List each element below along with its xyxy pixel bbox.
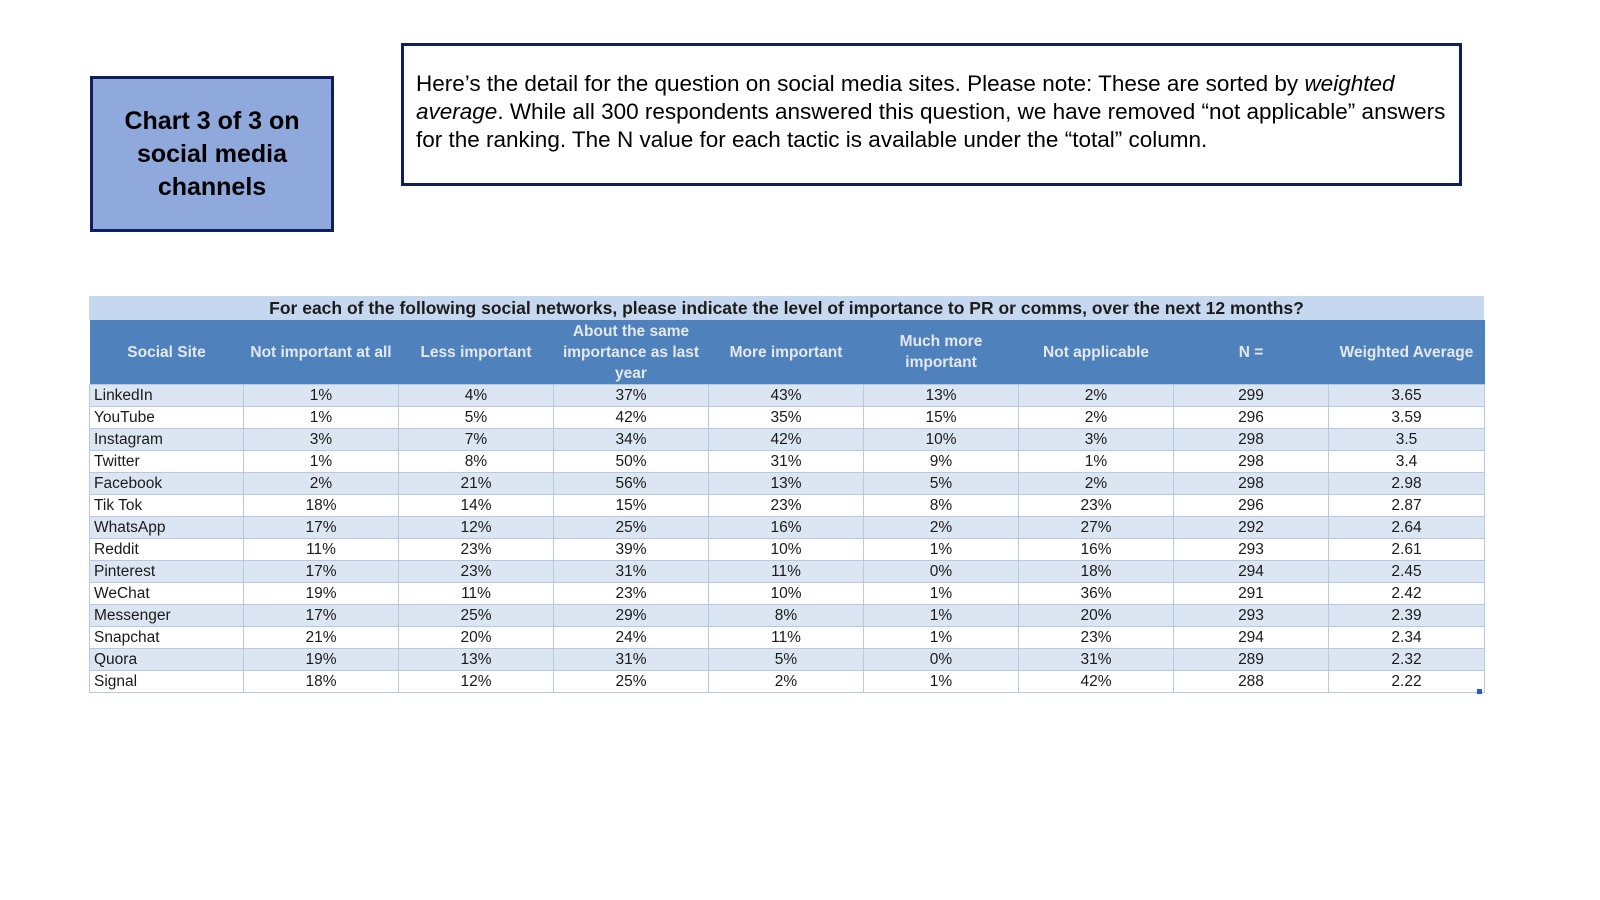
value-cell: 2.22 [1329, 671, 1485, 693]
column-header: More important [709, 320, 864, 385]
column-header: N = [1174, 320, 1329, 385]
value-cell: 23% [399, 561, 554, 583]
table-row [90, 429, 1485, 451]
value-cell: 25% [554, 671, 709, 693]
value-cell: 8% [709, 605, 864, 627]
value-cell: 2% [1019, 407, 1174, 429]
value-cell: 291 [1174, 583, 1329, 605]
value-cell: 1% [244, 407, 399, 429]
value-cell: 2.34 [1329, 627, 1485, 649]
site-name-cell: LinkedIn [90, 385, 244, 407]
column-header: About the same importance as last year [554, 320, 709, 385]
value-cell: 8% [864, 495, 1019, 517]
value-cell: 29% [554, 605, 709, 627]
value-cell: 21% [244, 627, 399, 649]
value-cell: 2% [1019, 385, 1174, 407]
value-cell: 9% [864, 451, 1019, 473]
value-cell: 1% [864, 539, 1019, 561]
value-cell: 293 [1174, 539, 1329, 561]
resize-handle[interactable] [1477, 689, 1482, 694]
value-cell: 34% [554, 429, 709, 451]
value-cell: 299 [1174, 385, 1329, 407]
value-cell: 27% [1019, 517, 1174, 539]
value-cell: 294 [1174, 561, 1329, 583]
value-cell: 10% [864, 429, 1019, 451]
value-cell: 2.39 [1329, 605, 1485, 627]
site-name-cell: Reddit [90, 539, 244, 561]
value-cell: 17% [244, 561, 399, 583]
table-body [90, 385, 1485, 693]
value-cell: 1% [864, 627, 1019, 649]
value-cell: 12% [399, 517, 554, 539]
value-cell: 20% [399, 627, 554, 649]
value-cell: 25% [399, 605, 554, 627]
value-cell: 1% [1019, 451, 1174, 473]
value-cell: 1% [864, 671, 1019, 693]
value-cell: 31% [554, 561, 709, 583]
value-cell: 3.5 [1329, 429, 1485, 451]
column-header: Weighted Average [1329, 320, 1485, 385]
site-name-cell: Signal [90, 671, 244, 693]
table-row [90, 517, 1485, 539]
value-cell: 1% [864, 605, 1019, 627]
value-cell: 298 [1174, 451, 1329, 473]
value-cell: 16% [709, 517, 864, 539]
value-cell: 19% [244, 649, 399, 671]
site-name-cell: Tik Tok [90, 495, 244, 517]
site-name-cell: Instagram [90, 429, 244, 451]
value-cell: 39% [554, 539, 709, 561]
value-cell: 11% [244, 539, 399, 561]
value-cell: 31% [554, 649, 709, 671]
value-cell: 3.4 [1329, 451, 1485, 473]
table-row [90, 627, 1485, 649]
value-cell: 23% [399, 539, 554, 561]
value-cell: 24% [554, 627, 709, 649]
value-cell: 0% [864, 649, 1019, 671]
value-cell: 3% [1019, 429, 1174, 451]
table-row [90, 451, 1485, 473]
value-cell: 42% [554, 407, 709, 429]
table-row [90, 407, 1485, 429]
value-cell: 2.98 [1329, 473, 1485, 495]
value-cell: 42% [1019, 671, 1174, 693]
survey-table-container [89, 296, 1484, 693]
value-cell: 17% [244, 517, 399, 539]
value-cell: 37% [554, 385, 709, 407]
table-question-title: For each of the following social networks, please indicate the level of importance to PR or comms, over the next 12 months? [89, 296, 1484, 320]
value-cell: 8% [399, 451, 554, 473]
site-name-cell: Snapchat [90, 627, 244, 649]
value-cell: 43% [709, 385, 864, 407]
table-row [90, 539, 1485, 561]
value-cell: 2.32 [1329, 649, 1485, 671]
value-cell: 36% [1019, 583, 1174, 605]
site-name-cell: WeChat [90, 583, 244, 605]
value-cell: 42% [709, 429, 864, 451]
value-cell: 19% [244, 583, 399, 605]
table-header-row [90, 320, 1485, 385]
value-cell: 7% [399, 429, 554, 451]
site-name-cell: Pinterest [90, 561, 244, 583]
value-cell: 2% [1019, 473, 1174, 495]
chart-label-box [90, 76, 334, 232]
value-cell: 20% [1019, 605, 1174, 627]
value-cell: 4% [399, 385, 554, 407]
note-box [401, 43, 1462, 186]
value-cell: 35% [709, 407, 864, 429]
table-row [90, 473, 1485, 495]
value-cell: 2.61 [1329, 539, 1485, 561]
chart-label: Chart 3 of 3 on social media channels [124, 106, 300, 201]
value-cell: 298 [1174, 429, 1329, 451]
value-cell: 23% [709, 495, 864, 517]
value-cell: 2.42 [1329, 583, 1485, 605]
value-cell: 13% [864, 385, 1019, 407]
note-text-part2: . While all 300 respondents answered this question, we have removed “not applicable” answers for the ranking. The N value for each tactic is available under the “total” column. [416, 99, 1446, 152]
value-cell: 13% [399, 649, 554, 671]
note-text-part1: Here’s the detail for the question on social media sites. Please note: These are sorted by [416, 71, 1305, 96]
value-cell: 2.64 [1329, 517, 1485, 539]
value-cell: 0% [864, 561, 1019, 583]
value-cell: 23% [1019, 627, 1174, 649]
table-row [90, 561, 1485, 583]
value-cell: 3.59 [1329, 407, 1485, 429]
value-cell: 1% [864, 583, 1019, 605]
value-cell: 5% [709, 649, 864, 671]
value-cell: 11% [399, 583, 554, 605]
column-header: Not important at all [244, 320, 399, 385]
value-cell: 23% [1019, 495, 1174, 517]
value-cell: 3% [244, 429, 399, 451]
value-cell: 25% [554, 517, 709, 539]
note-emphasis: weighted average [416, 71, 1395, 124]
value-cell: 288 [1174, 671, 1329, 693]
table-row [90, 385, 1485, 407]
value-cell: 11% [709, 561, 864, 583]
value-cell: 2.87 [1329, 495, 1485, 517]
value-cell: 1% [244, 451, 399, 473]
value-cell: 296 [1174, 407, 1329, 429]
value-cell: 56% [554, 473, 709, 495]
value-cell: 12% [399, 671, 554, 693]
value-cell: 293 [1174, 605, 1329, 627]
column-header: Not applicable [1019, 320, 1174, 385]
site-name-cell: WhatsApp [90, 517, 244, 539]
value-cell: 16% [1019, 539, 1174, 561]
site-name-cell: Messenger [90, 605, 244, 627]
value-cell: 10% [709, 583, 864, 605]
value-cell: 5% [399, 407, 554, 429]
value-cell: 18% [244, 495, 399, 517]
value-cell: 296 [1174, 495, 1329, 517]
value-cell: 15% [554, 495, 709, 517]
table-row [90, 671, 1485, 693]
value-cell: 2% [244, 473, 399, 495]
column-header: Less important [399, 320, 554, 385]
table-row [90, 495, 1485, 517]
table-row [90, 649, 1485, 671]
value-cell: 23% [554, 583, 709, 605]
value-cell: 2.45 [1329, 561, 1485, 583]
value-cell: 3.65 [1329, 385, 1485, 407]
value-cell: 294 [1174, 627, 1329, 649]
table-row [90, 605, 1485, 627]
value-cell: 50% [554, 451, 709, 473]
value-cell: 31% [709, 451, 864, 473]
value-cell: 10% [709, 539, 864, 561]
value-cell: 11% [709, 627, 864, 649]
value-cell: 21% [399, 473, 554, 495]
site-name-cell: Quora [90, 649, 244, 671]
value-cell: 1% [244, 385, 399, 407]
site-name-cell: Facebook [90, 473, 244, 495]
value-cell: 18% [244, 671, 399, 693]
value-cell: 2% [864, 517, 1019, 539]
value-cell: 298 [1174, 473, 1329, 495]
table-row [90, 583, 1485, 605]
value-cell: 14% [399, 495, 554, 517]
value-cell: 5% [864, 473, 1019, 495]
site-name-cell: Twitter [90, 451, 244, 473]
value-cell: 17% [244, 605, 399, 627]
value-cell: 2% [709, 671, 864, 693]
column-header: Social Site [90, 320, 244, 385]
column-header: Much more important [864, 320, 1019, 385]
site-name-cell: YouTube [90, 407, 244, 429]
value-cell: 15% [864, 407, 1019, 429]
survey-table [89, 320, 1485, 693]
value-cell: 13% [709, 473, 864, 495]
value-cell: 292 [1174, 517, 1329, 539]
value-cell: 31% [1019, 649, 1174, 671]
value-cell: 289 [1174, 649, 1329, 671]
value-cell: 18% [1019, 561, 1174, 583]
